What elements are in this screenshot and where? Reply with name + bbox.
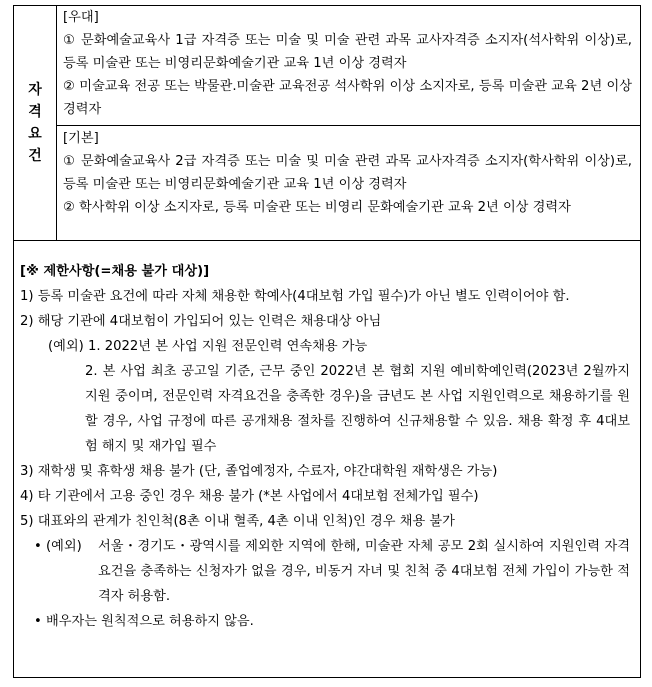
exception-2: 2. 본 사업 최초 공고일 기준, 근무 중인 2022년 본 협회 지원 예비학예인력(2023년 2월까지 지원 중이며, 전문인력 자격요건을 충족한 경우)을 금년도 본 사업 지원인력으로 채용하기를 원할 경우, 사업 규정에 따른 공개채용 절차를 진행하여 신규채용할 수 있음. 채용 확정 후 4대보험 해지 및 재가입 필수	[85, 364, 630, 454]
preferred-cell	[57, 6, 640, 126]
restriction-1: 1) 등록 미술관 요건에 따라 자체 채용한 학예사(4대보험 가입 필수)가 아닌 별도 인력이어야 함.	[20, 289, 570, 304]
preferred-header: [우대]	[63, 10, 99, 25]
restriction-3: 3) 재학생 및 휴학생 채용 불가 (단, 졸업예정자, 수료자, 야간대학원 재학생은 가능)	[20, 464, 498, 479]
preferred-item-1: ① 문화예술교육사 1급 자격증 또는 미술 및 미술 관련 과목 교사자격증 소지자(석사학위 이상)로, 등록 미술관 또는 비영리문화예술기관 교육 1년 이상 경력자	[63, 33, 632, 71]
basic-cell	[57, 127, 640, 240]
restriction-5: 5) 대표와의 관계가 친인척(8촌 이내 혈족, 4촌 이내 인척)인 경우 채용 불가	[20, 514, 455, 529]
basic-item-2: ② 학사학위 이상 소지자로, 등록 미술관 또는 비영리 문화예술기관 교육 2년 이상 경력자	[63, 200, 571, 215]
restriction-4: 4) 타 기관에서 고용 중인 경우 채용 불가 (*본 사업에서 4대보험 전체가입 필수)	[20, 489, 479, 504]
bullet-spouse: • 배우자는 원칙적으로 허용하지 않음.	[34, 614, 254, 629]
qualification-section	[14, 6, 640, 241]
restriction-2: 2) 해당 기관에 4대보험이 가입되어 있는 인력은 채용대상 아님	[20, 314, 382, 329]
bullet-exception	[20, 534, 630, 609]
basic-item-1: ① 문화예술교육사 2급 자격증 또는 미술 및 미술 관련 과목 교사자격증 소지자(학사학위 이상)로, 등록 미술관 또는 비영리문화예술기관 교육 1년 이상 경력자	[63, 154, 632, 192]
qualification-label: 자격요건	[28, 82, 42, 164]
restrictions-title: [※ 제한사항(=채용 불가 대상)]	[20, 264, 210, 279]
requirements-table	[13, 5, 641, 678]
restrictions-section	[14, 241, 640, 634]
preferred-item-2: ② 미술교육 전공 또는 박물관.미술관 교육전공 석사학위 이상 소지자로, 등록 미술관 교육 2년 이상 경력자	[63, 79, 632, 117]
exception-1: (예외) 1. 2022년 본 사업 지원 전문인력 연속채용 가능	[48, 339, 368, 354]
basic-header: [기본]	[63, 131, 99, 146]
bullet-exception-text: 서울・경기도・광역시를 제외한 지역에 한해, 미술관 자체 공모 2회 실시하여 지원인력 자격요건을 충족하는 신청자가 없을 경우, 비동거 자녀 및 친척 중 4대보험 전체 가입이 가능한 적격자 허용함.	[98, 539, 630, 604]
qualification-label-cell	[14, 6, 57, 240]
bullet-exception-prefix: • (예외)	[34, 539, 82, 554]
